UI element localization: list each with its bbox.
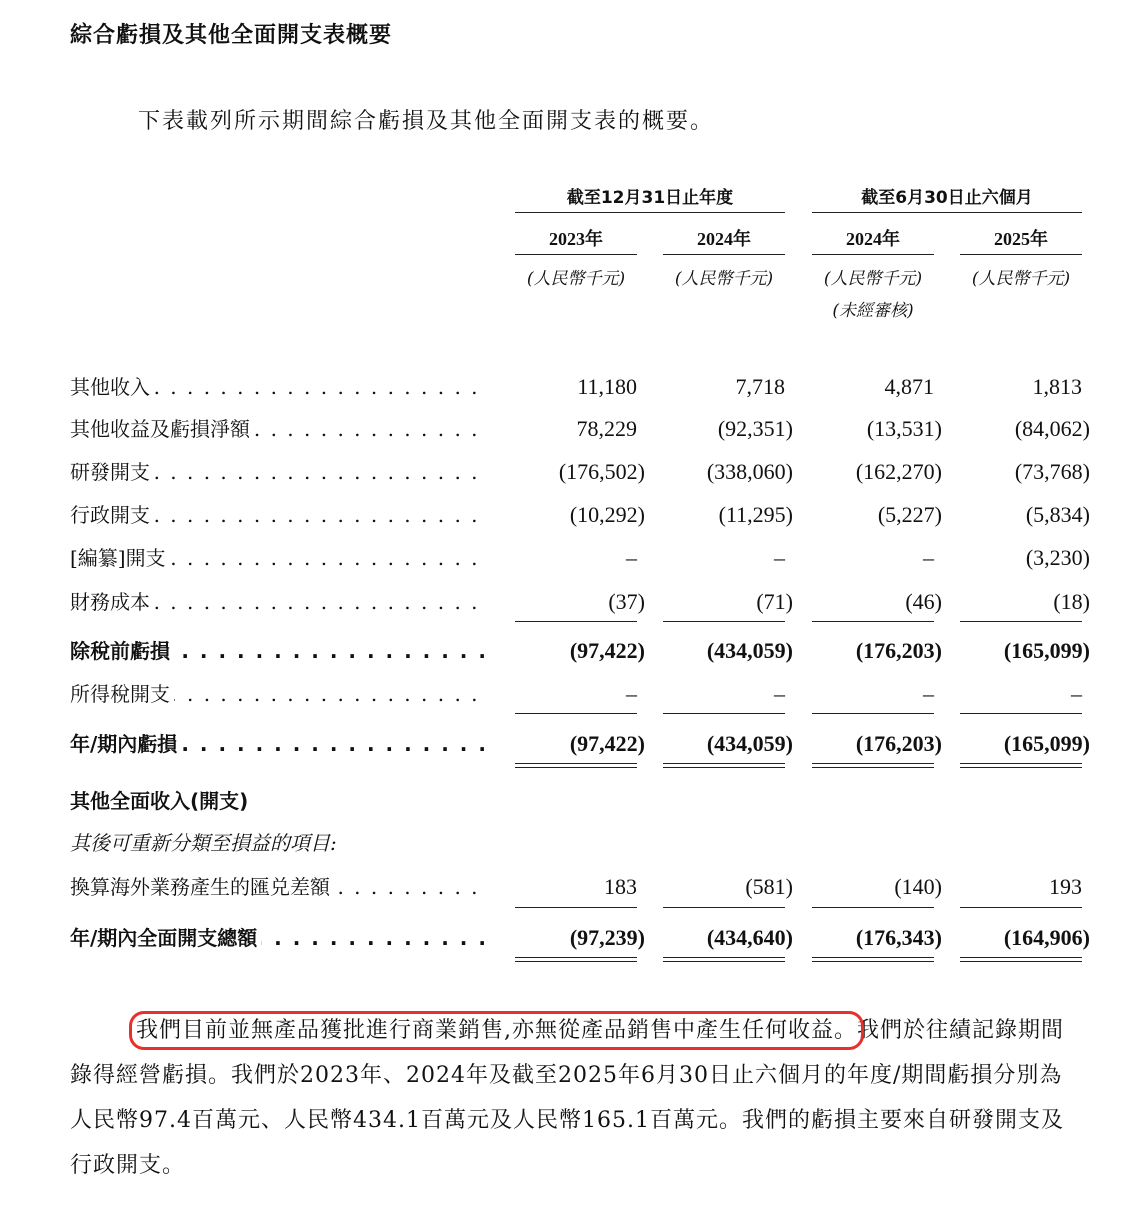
cell-value: (338,060) [706, 459, 793, 484]
cell-value: (97,422) [569, 731, 645, 756]
cell-value: (176,203) [855, 731, 942, 756]
subtotal-rule [812, 907, 934, 908]
cell-value: (18) [1053, 589, 1090, 614]
highlighted-sentence: 我們目前並無產品獲批進行商業銷售,亦無從產品銷售中產生任何收益。 [136, 1018, 857, 1043]
cell-value: (84,062) [1014, 416, 1090, 441]
subtotal-rule [663, 621, 785, 622]
column-unit: (人民幣千元) [674, 269, 774, 289]
row-label: [編纂]開支 . . . [70, 541, 485, 575]
cell-value: – [626, 681, 637, 706]
cell-value: 1,813 [1032, 374, 1082, 399]
cell-value: 4,871 [884, 374, 934, 399]
cell-value: (165,099) [1003, 638, 1090, 663]
cell-value: (46) [905, 589, 942, 614]
cell-value: (71) [756, 589, 793, 614]
column-unit: (人民幣千元) [971, 269, 1071, 289]
cell-value: (434,640) [706, 925, 793, 950]
row-label: 所得稅開支 . . . [70, 677, 485, 711]
subtotal-rule [515, 713, 637, 714]
section-subheading-italic: 其後可重新分類至損益的項目: [70, 826, 485, 860]
cell-value: (13,531) [866, 416, 942, 441]
column-group-annual: 截至12月31日止年度 [515, 184, 785, 213]
cell-value: (581) [745, 874, 793, 899]
cell-value: (165,099) [1003, 731, 1090, 756]
cell-value: 11,180 [577, 374, 637, 399]
body-paragraph [70, 1008, 1085, 1188]
subtotal-rule [663, 713, 785, 714]
cell-value: 183 [604, 874, 637, 899]
row-label: 研發開支 . . . [70, 455, 485, 489]
row-label: 年/期內全面開支總額 . . . [70, 921, 485, 955]
row-label: 其他收益及虧損淨額 . . . [70, 412, 485, 446]
cell-value: (97,422) [569, 638, 645, 663]
subtotal-rule [812, 621, 934, 622]
cell-value: 78,229 [576, 416, 637, 441]
cell-value: (92,351) [717, 416, 793, 441]
section-subheading: 其他全面收入(開支) [70, 784, 485, 818]
cell-value: (162,270) [855, 459, 942, 484]
cell-value: – [923, 681, 934, 706]
section-heading: 綜合虧損及其他全面開支表概要 [70, 23, 393, 48]
cell-value: (73,768) [1014, 459, 1090, 484]
column-unit: (人民幣千元) [823, 269, 923, 289]
cell-value: – [923, 545, 934, 570]
paragraph-text: 我們於往績記錄期間錄得經營虧損。我們於2023年、2024年及截至2025年6月30日止六個月的年度/期間虧損分別為人民幣97.4百萬元、人民幣434.1百萬元及人民幣165.1百萬元。我們的虧損主要來自研發開支及行政開支。 [70, 1018, 1065, 1178]
cell-value: – [626, 545, 637, 570]
subtotal-rule [960, 713, 1082, 714]
total-double-rule [663, 763, 785, 768]
total-double-rule [812, 763, 934, 768]
total-double-rule [960, 957, 1082, 962]
total-double-rule [812, 957, 934, 962]
cell-value: (11,295) [718, 502, 793, 527]
cell-value: (434,059) [706, 638, 793, 663]
subtotal-rule [515, 621, 637, 622]
total-double-rule [515, 763, 637, 768]
row-label: 換算海外業務產生的匯兑差額 . . . [70, 870, 485, 904]
row-label: 財務成本 . . . [70, 585, 485, 619]
row-label: 除稅前虧損 . . . [70, 634, 485, 668]
cell-value: (10,292) [569, 502, 645, 527]
column-year-header: 2023年 [515, 224, 637, 255]
cell-value: – [774, 681, 785, 706]
row-label: 行政開支 . . . [70, 498, 485, 532]
cell-value: (176,203) [855, 638, 942, 663]
cell-value: (37) [608, 589, 645, 614]
cell-value: (164,906) [1003, 925, 1090, 950]
subtotal-rule [812, 713, 934, 714]
column-year-header: 2024年 [663, 224, 785, 255]
column-unit: (人民幣千元) [526, 269, 626, 289]
subtotal-rule [663, 907, 785, 908]
cell-value: (97,239) [569, 925, 645, 950]
total-double-rule [960, 763, 1082, 768]
row-label: 其他收入 . . . [70, 370, 485, 404]
cell-value: (176,343) [855, 925, 942, 950]
total-double-rule [663, 957, 785, 962]
subtotal-rule [960, 621, 1082, 622]
cell-value: 193 [1049, 874, 1082, 899]
column-year-header: 2025年 [960, 224, 1082, 255]
cell-value: – [774, 545, 785, 570]
row-label: 年/期內虧損 . . . [70, 727, 485, 761]
cell-value: (140) [894, 874, 942, 899]
column-group-interim: 截至6月30日止六個月 [812, 184, 1082, 213]
column-year-header: 2024年 [812, 224, 934, 255]
subtotal-rule [960, 907, 1082, 908]
cell-value: (5,834) [1025, 502, 1090, 527]
cell-value: – [1071, 681, 1082, 706]
cell-value: (176,502) [558, 459, 645, 484]
intro-text: 下表載列所示期間綜合虧損及其他全面開支表的概要。 [138, 109, 715, 134]
column-note-unaudited: (未經審核) [832, 301, 914, 321]
cell-value: (5,227) [877, 502, 942, 527]
total-double-rule [515, 957, 637, 962]
subtotal-rule [515, 907, 637, 908]
cell-value: (434,059) [706, 731, 793, 756]
cell-value: (3,230) [1025, 545, 1090, 570]
cell-value: 7,718 [735, 374, 785, 399]
